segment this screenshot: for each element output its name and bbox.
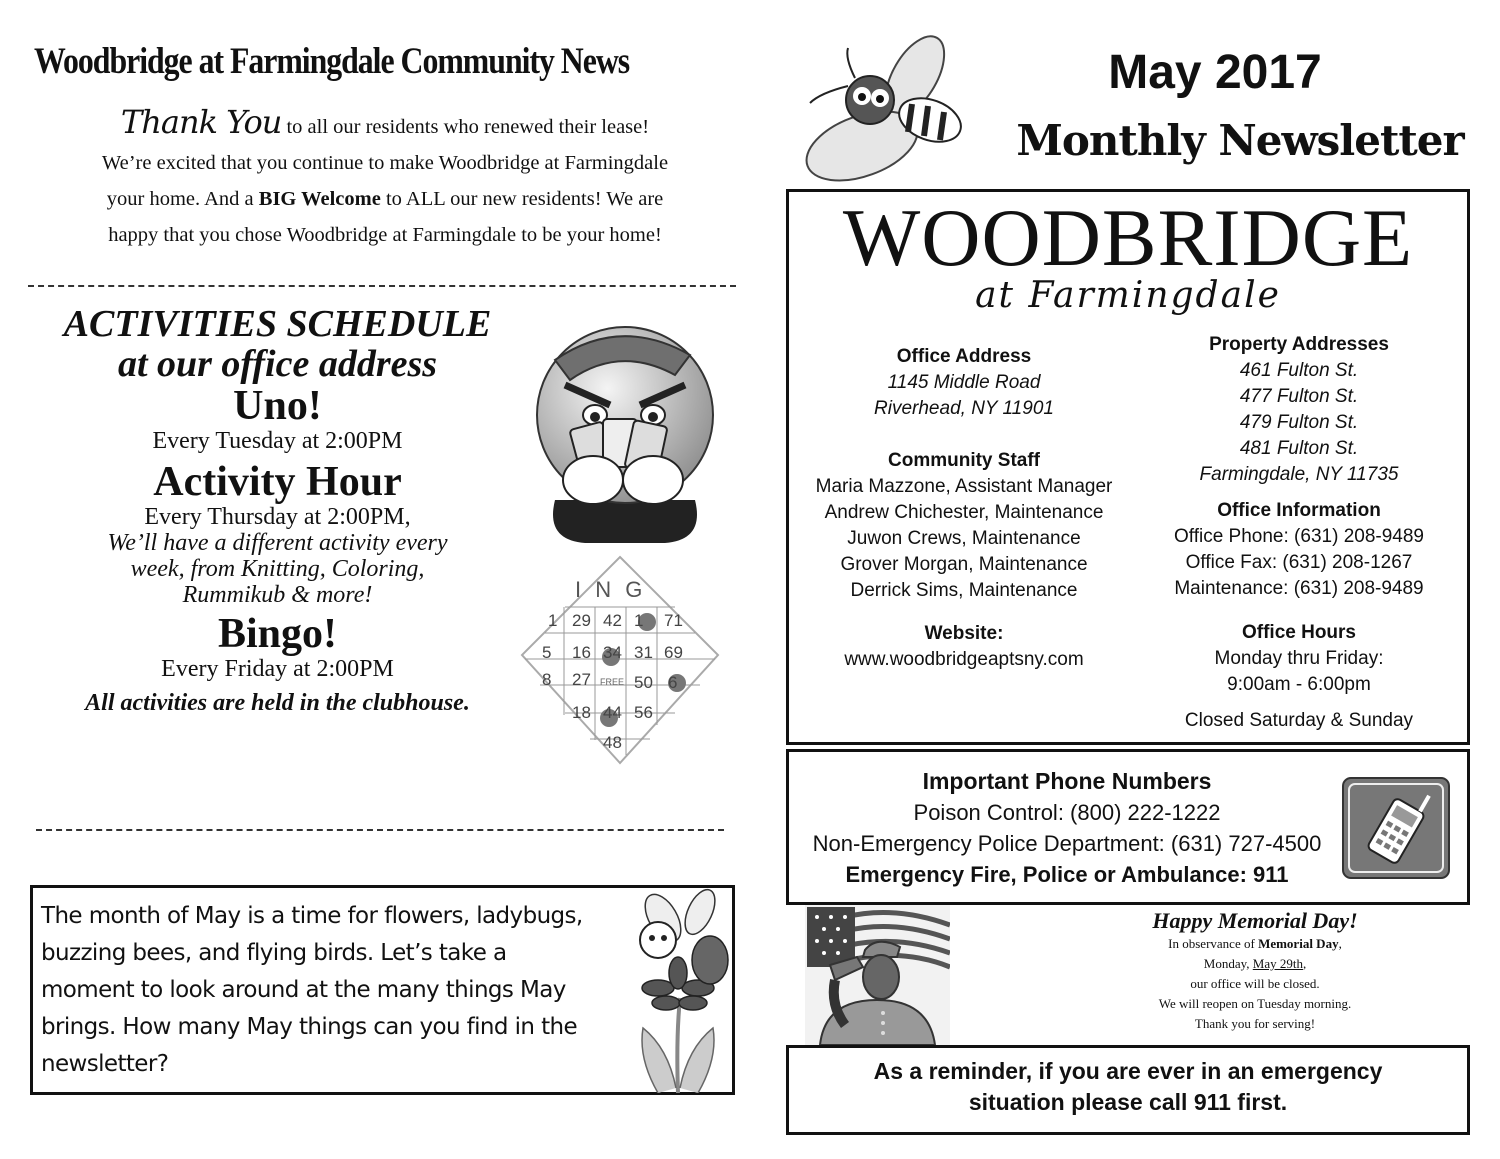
soldier-flag-icon [805, 905, 950, 1045]
bingo-cell: 18 [572, 703, 591, 722]
office-information-label: Office Information [1217, 500, 1381, 521]
property-address: 481 Fulton St. [1239, 438, 1359, 459]
office-hours-time: 9:00am - 6:00pm [1227, 674, 1371, 695]
property-address: 477 Fulton St. [1239, 386, 1359, 407]
bingo-cell: 5 [542, 643, 552, 662]
bingo-cell: 34 [603, 643, 622, 662]
activity-hour-note-2: week, from Knitting, Coloring, [130, 556, 425, 582]
bee-flower-icon [618, 888, 733, 1093]
important-phones-text [807, 766, 1327, 890]
bingo-cell: 48 [603, 733, 622, 752]
may-note-line: brings. How many May things can you find in the [41, 1014, 578, 1040]
office-address-line: Riverhead, NY 11901 [874, 398, 1054, 419]
office-hours-block [1149, 620, 1449, 734]
activities-subheading: at our office address [117, 343, 438, 385]
uno-time: Every Tuesday at 2:00PM [152, 428, 403, 454]
memorial-line-1: In observance of Memorial Day, [1168, 936, 1342, 951]
office-hours-days: Monday thru Friday: [1214, 648, 1384, 669]
memorial-line-5: Thank you for serving! [1194, 1016, 1316, 1031]
memorial-day-notice [1040, 908, 1470, 1034]
bingo-cell: 42 [603, 611, 622, 630]
card-player-icon [525, 315, 725, 545]
bingo-cell: 16 [572, 643, 591, 662]
emergency-number: Emergency Fire, Police or Ambulance: 911 [845, 862, 1289, 887]
bingo-cell: 6 [668, 673, 678, 692]
bingo-cell: 56 [634, 703, 653, 722]
may-note-box [30, 885, 735, 1095]
office-closed-days: Closed Saturday & Sunday [1184, 710, 1414, 731]
may-note-line: newsletter? [41, 1051, 169, 1077]
may-note-line: The month of May is a time for flowers, ladybugs, [41, 903, 583, 929]
staff-member: Maria Mazzone, Assistant Manager [815, 476, 1113, 497]
logo-woodbridge: WOODBRIDGE [842, 192, 1414, 283]
bee-icon [800, 28, 970, 190]
thanks-line-1: to all our residents who renewed their lease! [286, 116, 650, 138]
bingo-cell: 8 [542, 670, 552, 689]
memorial-line-4: We will reopen on Tuesday morning. [1158, 996, 1352, 1011]
bingo-cell: 1 [634, 611, 644, 630]
activity-hour-time: Every Thursday at 2:00PM, [144, 504, 411, 530]
activities-heading: ACTIVITIES SCHEDULE [63, 303, 492, 345]
staff-member: Juwon Crews, Maintenance [847, 528, 1081, 549]
bingo-time: Every Friday at 2:00PM [161, 656, 394, 682]
thanks-line-3: your home. And a BIG Welcome to ALL our new residents! We are [106, 188, 664, 210]
police-non-emergency: Non-Emergency Police Department: (631) 727-4500 [812, 831, 1322, 856]
important-phones-label: Important Phone Numbers [922, 768, 1212, 794]
memorial-line-3: our office will be closed. [1190, 976, 1320, 991]
website-block [809, 621, 1119, 673]
office-phone: Office Phone: (631) 208-9489 [1174, 526, 1424, 547]
staff-member: Andrew Chichester, Maintenance [824, 502, 1104, 523]
property-info-box [786, 189, 1470, 745]
property-address: Farmingdale, NY 11735 [1199, 464, 1399, 485]
activity-hour-title: Activity Hour [153, 459, 402, 505]
website-label: Website: [924, 623, 1004, 644]
memorial-day-title: Happy Memorial Day! [1152, 908, 1358, 933]
important-phones-box [786, 749, 1470, 905]
office-address-label: Office Address [896, 346, 1032, 367]
emergency-reminder-box [786, 1045, 1470, 1135]
bingo-card-header: I N G [575, 577, 647, 602]
bingo-free-cell: FREE [600, 677, 625, 687]
property-addresses-block [1149, 332, 1449, 488]
poison-control: Poison Control: (800) 222-1222 [913, 800, 1221, 825]
community-staff-block [809, 448, 1119, 604]
may-note-line: moment to look around at the many things May [41, 977, 566, 1003]
activities-schedule [20, 304, 535, 716]
activity-hour-note-3: Rummikub & more! [182, 582, 373, 608]
website-link[interactable]: www.woodbridgeaptsny.com [844, 649, 1084, 670]
divider-bottom [36, 829, 724, 831]
community-staff-label: Community Staff [888, 450, 1040, 471]
bingo-cell: 27 [572, 670, 591, 689]
office-address-block [809, 344, 1119, 422]
bingo-cell: 29 [572, 611, 591, 630]
bingo-cell: 44 [603, 703, 622, 722]
issue-month: May 2017 [1108, 46, 1322, 99]
property-address: 461 Fulton St. [1239, 360, 1359, 381]
office-address-line: 1145 Middle Road [887, 372, 1041, 393]
reminder-line-2: situation please call 911 first. [968, 1089, 1288, 1115]
thanks-line-4: happy that you chose Woodbridge at Farmingdale to be your home! [108, 224, 662, 246]
bingo-cell: 69 [664, 643, 683, 662]
thank-you-message [40, 104, 730, 253]
may-note-text [41, 898, 621, 1083]
staff-member: Grover Morgan, Maintenance [840, 554, 1088, 575]
divider-top [28, 285, 736, 287]
bingo-cell: 71 [664, 611, 683, 630]
office-information-block [1149, 498, 1449, 602]
memorial-line-2: Monday, May 29th, [1203, 956, 1307, 971]
office-hours-label: Office Hours [1241, 622, 1357, 643]
logo-at-farmingdale: at Farmingdale [975, 275, 1281, 316]
activity-hour-note-1: We’ll have a different activity every [107, 530, 448, 556]
staff-member: Derrick Sims, Maintenance [850, 580, 1078, 601]
uno-title: Uno! [233, 383, 322, 429]
may-note-line: buzzing bees, and flying birds. Let’s take a [41, 940, 507, 966]
thank-you-script: Thank You [120, 103, 282, 141]
issue-subtitle: Monthly Newsletter [1016, 116, 1464, 165]
mobile-phone-icon [1341, 776, 1451, 880]
bingo-cell: 31 [634, 643, 653, 662]
property-addresses-label: Property Addresses [1209, 334, 1389, 355]
office-fax: Office Fax: (631) 208-1267 [1185, 552, 1413, 573]
maintenance-phone: Maintenance: (631) 208-9489 [1174, 578, 1424, 599]
bingo-cell: 1 [548, 611, 558, 630]
property-address: 479 Fulton St. [1239, 412, 1359, 433]
newsletter-title: Woodbridge at Farmingdale Community News [34, 41, 630, 82]
bingo-card-graphic [520, 555, 720, 765]
reminder-line-1: As a reminder, if you are ever in an emergency [873, 1058, 1383, 1084]
bingo-cell: 50 [634, 673, 653, 692]
activities-footer: All activities are held in the clubhouse. [85, 690, 470, 716]
bingo-title: Bingo! [217, 611, 338, 657]
thanks-line-2: We’re excited that you continue to make Woodbridge at Farmingdale [101, 152, 669, 174]
